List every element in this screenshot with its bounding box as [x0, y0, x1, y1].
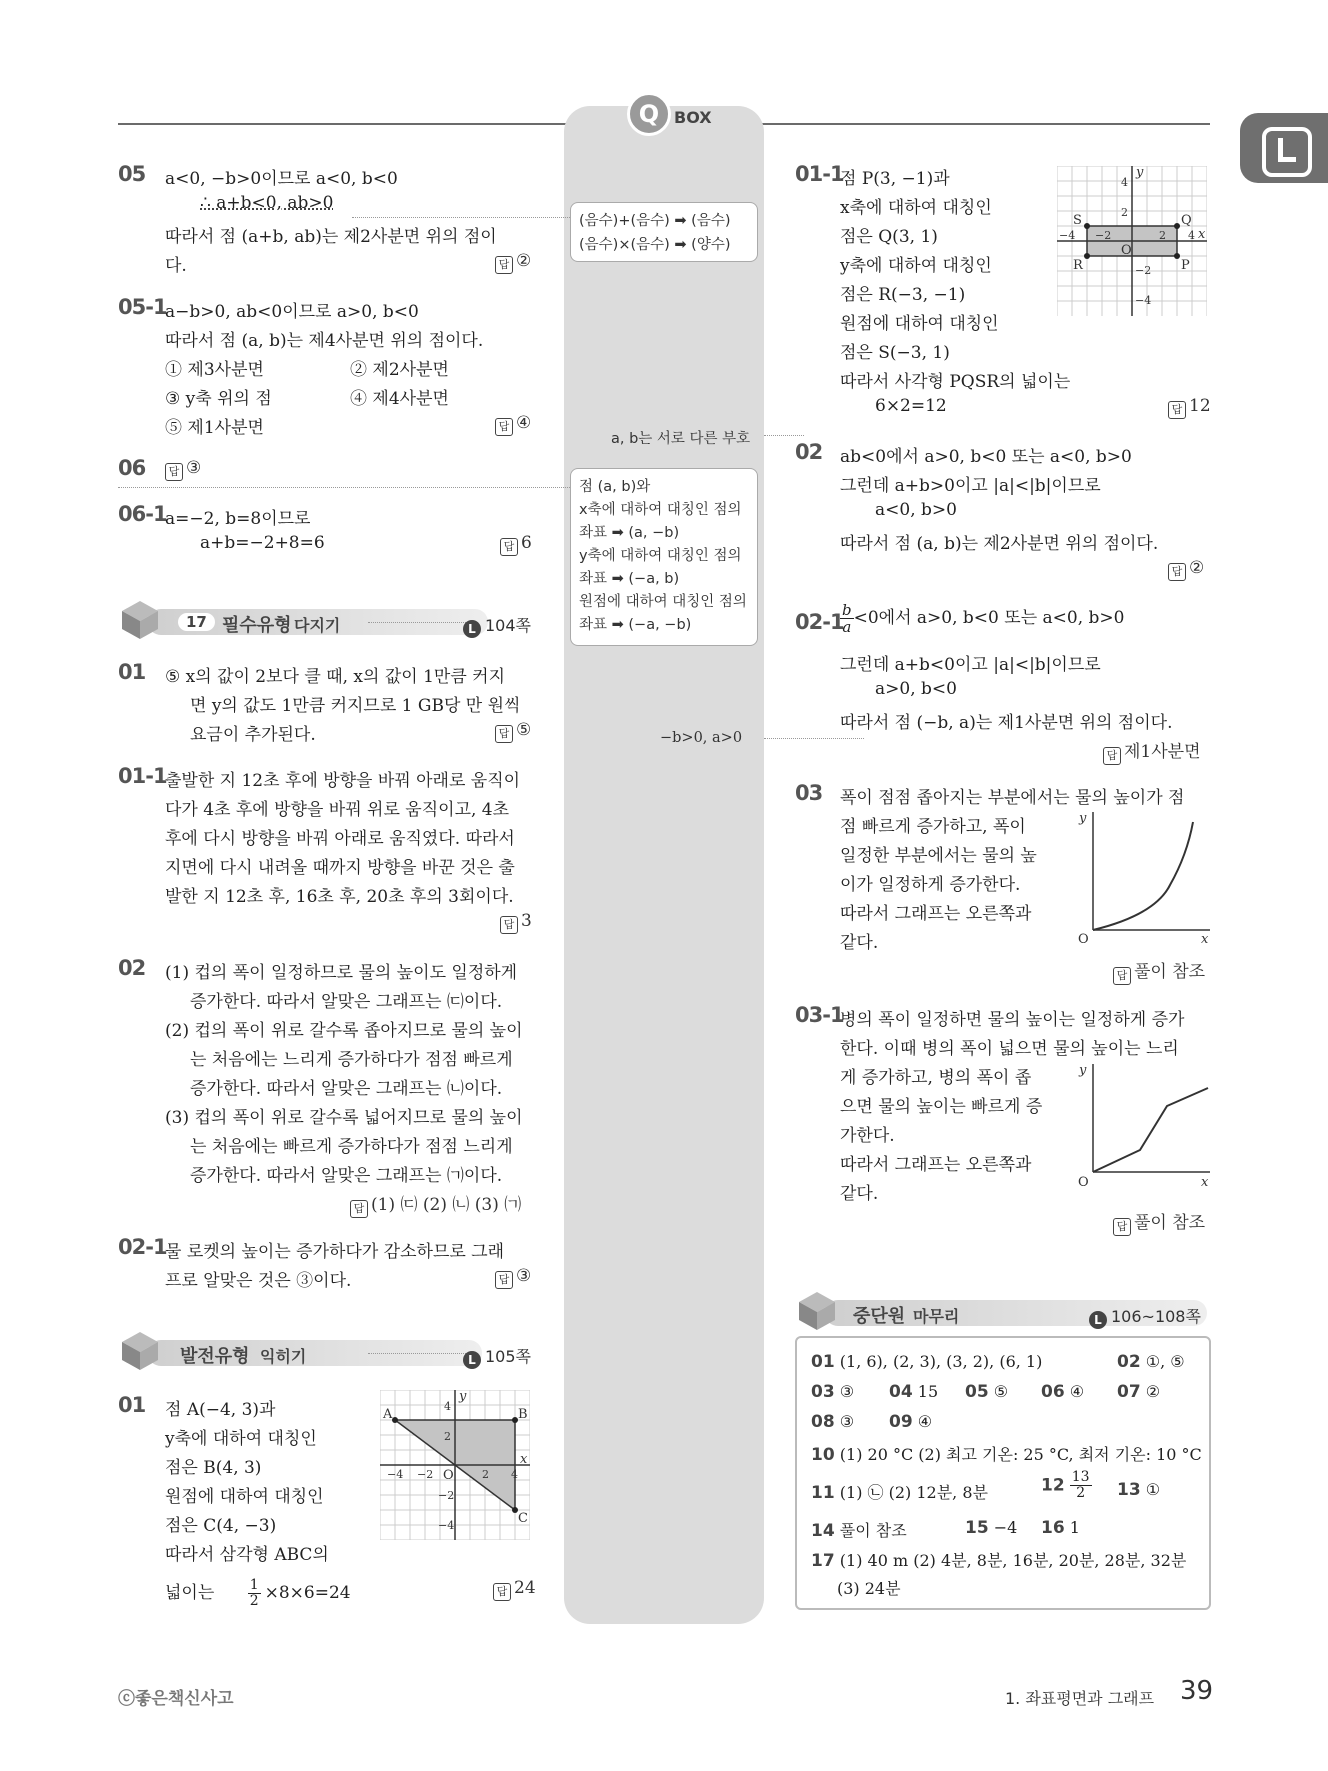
water-height-graph — [1075, 810, 1215, 945]
tick-label: −2 — [1135, 264, 1152, 277]
q-box-note: −b>0, a>0 — [660, 730, 743, 746]
q-box-note: a, b는 서로 다른 부호 — [611, 431, 751, 447]
solution-line: (2) 컵의 폭이 위로 갈수록 좁아지므로 물의 높이 — [165, 1021, 523, 1041]
tick-label: −4 — [1059, 229, 1076, 242]
solution-line: 점은 S(−3, 1) — [840, 343, 950, 363]
answer: 답 12 — [1168, 396, 1211, 419]
summary-item: 08 ③ — [811, 1412, 855, 1432]
problem-number: 03 — [795, 781, 823, 805]
solution-line: a=−2, b=8이므로 — [165, 509, 311, 529]
answer: 답 ② — [495, 251, 531, 274]
summary-item: 04 15 — [889, 1382, 939, 1402]
note-line: 좌표 ➡ (−a, −b) — [579, 617, 692, 633]
point-label-b: B — [518, 1407, 528, 1422]
summary-item: 13 ① — [1117, 1480, 1161, 1500]
coordinate-graph-abc — [380, 1390, 530, 1540]
problem-number: 05-1 — [118, 295, 167, 319]
summary-item: 16 1 — [1041, 1518, 1080, 1538]
connector-line — [368, 622, 478, 623]
note-line: x축에 대하여 대칭인 점의 — [579, 502, 742, 518]
note-line: 좌표 ➡ (−a, b) — [579, 571, 680, 587]
solution-line: 점 P(3, −1)과 — [840, 169, 950, 189]
option: ② 제2사분면 — [350, 360, 449, 380]
q-box-label: BOX — [674, 108, 712, 127]
solution-line: 따라서 점 (a, b)는 제4사분면 위의 점이다. — [165, 331, 484, 351]
solution-line: 같다. — [840, 1184, 879, 1204]
note-line: (음수)×(음수) ➡ (양수) — [579, 237, 731, 253]
tick-label: 4 — [444, 1400, 451, 1413]
axis-label-x: x — [520, 1452, 528, 1467]
solution-line: 넓이는 $\frac{1}{2}$ ×8×6=24 — [165, 1577, 351, 1609]
fraction-numerator: 13 — [1071, 1469, 1090, 1485]
solution-line: 점은 Q(3, 1) — [840, 227, 938, 247]
answer: 답 ③ — [165, 458, 201, 481]
answer-icon: 답 — [500, 538, 518, 556]
problem-number: 03-1 — [795, 1003, 844, 1027]
point-label-q: Q — [1181, 213, 1192, 228]
solution-line: 그런데 a+b>0이고 |a|<|b|이므로 — [840, 476, 1101, 496]
solution-line: 으면 물의 높이는 빠르게 증 — [840, 1097, 1043, 1117]
note-line: y축에 대하여 대칭인 점의 — [579, 548, 742, 564]
solution-line: 원점에 대하여 대칭인 — [840, 314, 999, 334]
option: ① 제3사분면 — [165, 360, 264, 380]
q-box-note — [570, 202, 758, 262]
solution-line: a<0, b>0 — [875, 500, 957, 520]
answer: 답 풀이 참조 — [1113, 1208, 1205, 1236]
solution-line: 따라서 그래프는 오른쪽과 — [840, 1155, 1032, 1175]
connector-line — [764, 738, 864, 739]
solution-line: 게 증가하고, 병의 폭이 좁 — [840, 1068, 1032, 1088]
note-line: (음수)+(음수) ➡ (음수) — [579, 213, 731, 229]
solution-line: 같다. — [840, 933, 879, 953]
solution-line: 한다. 이때 병의 폭이 넓으면 물의 높이는 느리 — [840, 1039, 1179, 1059]
solution-line: a<0, −b>0이므로 a<0, b<0 — [165, 169, 398, 189]
summary-item: 01 (1, 6), (2, 3), (3, 2), (6, 1) — [811, 1352, 1043, 1372]
origin-label: O — [1078, 1175, 1089, 1190]
cube-icon — [118, 597, 162, 641]
tick-label: 4 — [1121, 176, 1128, 189]
header-rule-right — [760, 123, 1210, 125]
problem-number: 01 — [118, 660, 146, 684]
axis-label-x: x — [1201, 1175, 1209, 1190]
point-label-s: S — [1073, 213, 1082, 228]
page-ref: L 104쪽 — [463, 613, 531, 638]
problem-number: 02 — [118, 956, 146, 980]
connector-line — [368, 1353, 478, 1354]
solution-line: $\frac{b}{a}$ <0에서 a>0, b<0 또는 a<0, b>0 — [842, 601, 1125, 636]
answer-icon: 답 — [1103, 747, 1121, 765]
l-icon: L — [1089, 1311, 1107, 1329]
fraction-numerator: b — [842, 601, 852, 619]
tick-label: −2 — [417, 1468, 434, 1481]
connector-line — [764, 435, 804, 436]
tick-label: 4 — [511, 1468, 518, 1481]
answer: 답 6 — [500, 533, 532, 556]
tick-label: 2 — [1159, 229, 1166, 242]
solution-line: 점은 B(4, 3) — [165, 1458, 262, 1478]
problem-number: 06 — [118, 456, 146, 480]
answer: 답 ④ — [495, 413, 531, 436]
l-icon: L — [463, 1351, 481, 1369]
section-banner — [118, 605, 538, 639]
answer-icon: 답 — [165, 463, 183, 481]
summary-item: 15 −4 — [965, 1518, 1018, 1538]
banner-title: 필수유형 — [222, 615, 292, 636]
answer-icon: 답 — [1168, 563, 1186, 581]
solution-line: 따라서 삼각형 ABC의 — [165, 1545, 329, 1565]
axis-label-y: y — [1136, 166, 1144, 180]
solution-line: 는 처음에는 빠르게 증가하다가 점점 느리게 — [190, 1137, 513, 1157]
solution-line: (1) 컵의 폭이 일정하므로 물의 높이도 일정하게 — [165, 963, 518, 983]
solution-line: 요금이 추가된다. — [190, 725, 316, 745]
answer-icon: 답 — [495, 1271, 513, 1289]
axis-label-y: y — [1079, 811, 1087, 826]
banner-subtitle: 다지기 — [294, 616, 341, 635]
solution-line: 따라서 점 (a+b, ab)는 제2사분면 위의 점이 — [165, 227, 497, 247]
summary-item: 17 (1) 40 m (2) 4분, 8분, 16분, 20분, 28분, 32분 — [811, 1551, 1187, 1571]
answer-icon: 답 — [495, 418, 513, 436]
solution-line: (3) 컵의 폭이 위로 갈수록 넓어지므로 물의 높이 — [165, 1108, 523, 1128]
option: ⑤ 제1사분면 — [165, 418, 264, 438]
tick-label: −4 — [1135, 294, 1152, 307]
summary-item: 11 (1) ㉡ (2) 12분, 8분 — [811, 1483, 988, 1503]
note-line: 점 (a, b)와 — [579, 479, 651, 495]
tick-label: 2 — [444, 1430, 451, 1443]
problem-number: 01-1 — [795, 162, 844, 186]
option: ④ 제4사분면 — [350, 389, 449, 409]
solution-line: 발한 지 12초 후, 16초 후, 20초 후의 3회이다. — [165, 887, 514, 907]
solution-line: 그런데 a+b<0이고 |a|<|b|이므로 — [840, 655, 1101, 675]
origin-label: O — [1078, 932, 1089, 945]
solution-line: y축에 대하여 대칭인 — [840, 256, 992, 276]
page-ref: L 106~108쪽 — [1089, 1304, 1201, 1329]
solution-line: x축에 대하여 대칭인 — [840, 198, 992, 218]
fraction-denominator: 2 — [249, 1593, 259, 1609]
summary-item: (3) 24분 — [837, 1579, 901, 1598]
solution-line: 따라서 점 (−b, a)는 제1사분면 위의 점이다. — [840, 713, 1173, 733]
banner-subtitle: 마무리 — [913, 1307, 960, 1326]
page-ref: L 105쪽 — [463, 1344, 531, 1369]
problem-number: 02-1 — [118, 1235, 167, 1259]
solution-line: 지면에 다시 내려올 때까지 방향을 바꾼 것은 출 — [165, 858, 515, 878]
solution-line: 물 로켓의 높이는 증가하다가 감소하므로 그래 — [165, 1242, 505, 1262]
water-height-graph — [1075, 1062, 1215, 1197]
solution-line: 후에 다시 방향을 바꿔 아래로 움직였다. 따라서 — [165, 829, 515, 849]
publisher-logo: ⓒ좋은책신사고 — [118, 1689, 234, 1709]
answer-icon: 답 — [493, 1583, 511, 1601]
section-banner — [118, 1336, 538, 1370]
cube-icon — [795, 1288, 839, 1332]
q-box-note — [570, 468, 758, 646]
answer: 답 ⑤ — [495, 720, 531, 743]
summary-item: 07 ② — [1117, 1382, 1161, 1402]
solution-line: 이가 일정하게 증가한다. — [840, 875, 1021, 895]
solution-line: 따라서 그래프는 오른쪽과 — [840, 904, 1032, 924]
solution-line: 증가한다. 따라서 알맞은 그래프는 ㈀이다. — [190, 1166, 503, 1186]
answer-icon: 답 — [1113, 1218, 1131, 1236]
solution-line: 6×2=12 — [875, 396, 947, 416]
problem-number: 06-1 — [118, 502, 167, 526]
answer-summary-box — [795, 1336, 1211, 1610]
answer-icon: 답 — [1168, 401, 1186, 419]
problem-number: 02-1 — [795, 610, 844, 634]
section-banner — [795, 1296, 1207, 1330]
point-label-p: P — [1181, 258, 1190, 273]
problem-number: 02 — [795, 440, 823, 464]
summary-item: 14 풀이 참조 — [811, 1521, 907, 1541]
solution-line: 가한다. — [840, 1126, 895, 1146]
answer-icon: 답 — [1113, 967, 1131, 985]
solution-line: a+b=−2+8=6 — [200, 533, 325, 553]
answer: 답 (1) ㈂ (2) ㈁ (3) ㈀ — [350, 1190, 521, 1218]
page-number: 39 — [1180, 1676, 1214, 1706]
solution-line: 프로 알맞은 것은 ③이다. — [165, 1271, 352, 1291]
solution-line: 다가 4초 후에 방향을 바꿔 위로 움직이고, 4초 — [165, 800, 510, 820]
cube-icon — [118, 1328, 162, 1372]
answer-icon: 답 — [350, 1200, 368, 1218]
summary-item: 12 $\frac{13}{2}$ — [1041, 1469, 1090, 1501]
chapter-title: 1. 좌표평면과 그래프 — [1005, 1689, 1155, 1708]
solution-line: 점 빠르게 증가하고, 폭이 — [840, 817, 1026, 837]
answer: 답 제1사분면 — [1103, 737, 1201, 765]
summary-item: 05 ⑤ — [965, 1382, 1009, 1402]
summary-item: 10 (1) 20 °C (2) 최고 기온: 25 °C, 최저 기온: 10 °C — [811, 1445, 1202, 1465]
answer-icon: 답 — [500, 916, 518, 934]
fraction-denominator: 2 — [1076, 1485, 1086, 1501]
banner-title: 발전유형 — [180, 1346, 250, 1367]
origin-label: O — [443, 1468, 454, 1483]
solution-line: ⑤ x의 값이 2보다 클 때, x의 값이 1만큼 커지 — [165, 667, 505, 687]
l-icon: L — [463, 620, 481, 638]
problem-number: 01 — [118, 1393, 146, 1417]
summary-item: 06 ④ — [1041, 1382, 1085, 1402]
connector-line — [118, 487, 570, 488]
axis-label-y: y — [1079, 1063, 1087, 1078]
tick-label: −4 — [387, 1468, 404, 1481]
tick-label: 2 — [1121, 206, 1128, 219]
origin-label: O — [1121, 243, 1132, 258]
solution-line: 병의 폭이 일정하면 물의 높이는 일정하게 증가 — [840, 1010, 1185, 1030]
axis-label-y: y — [459, 1390, 467, 1404]
solution-line: y축에 대하여 대칭인 — [165, 1429, 317, 1449]
solution-line: 점 A(−4, 3)과 — [165, 1400, 276, 1420]
problem-number: 01-1 — [118, 764, 167, 788]
answer: 답 ② — [1168, 558, 1204, 581]
q-box-logo: Q — [627, 92, 671, 136]
banner-number: 17 — [178, 613, 215, 631]
summary-item: 02 ①, ⑤ — [1117, 1352, 1185, 1372]
banner-subtitle: 익히기 — [260, 1347, 307, 1366]
solution-line: 폭이 점점 좁아지는 부분에서는 물의 높이가 점 — [840, 788, 1185, 808]
solution-line: 다. — [165, 256, 187, 276]
solution-line: 는 처음에는 느리게 증가하다가 점점 빠르게 — [190, 1050, 513, 1070]
summary-item: 03 ③ — [811, 1382, 855, 1402]
summary-item: 09 ④ — [889, 1412, 933, 1432]
tick-label: 2 — [482, 1468, 489, 1481]
point-label-c: C — [518, 1511, 528, 1526]
note-line: 원점에 대하여 대칭인 점의 — [579, 594, 747, 610]
tick-label: 4 — [1188, 229, 1195, 242]
header-rule-left — [118, 123, 568, 125]
solution-line: 일정한 부분에서는 물의 높 — [840, 846, 1037, 866]
answer: 답 ③ — [495, 1266, 531, 1289]
fraction-denominator: a — [842, 618, 852, 636]
solution-line: ab<0에서 a>0, b<0 또는 a<0, b>0 — [840, 447, 1132, 467]
solution-line: a−b>0, ab<0이므로 a>0, b<0 — [165, 302, 419, 322]
axis-label-x: x — [1201, 932, 1209, 945]
solution-line: 증가한다. 따라서 알맞은 그래프는 ㈂이다. — [190, 992, 503, 1012]
axis-label-x: x — [1198, 227, 1206, 242]
answer-icon: 답 — [495, 256, 513, 274]
solution-line: ∴ a+b<0, ab>0 — [200, 193, 334, 213]
connector-line — [352, 217, 572, 218]
l-letter-icon — [1262, 127, 1312, 177]
q-box-column — [564, 106, 764, 1624]
fraction-numerator: 1 — [249, 1577, 259, 1593]
answer: 답 풀이 참조 — [1113, 957, 1205, 985]
point-label-a: A — [383, 1407, 393, 1422]
point-label-r: R — [1073, 258, 1083, 273]
answer-icon: 답 — [495, 725, 513, 743]
solution-line: 원점에 대하여 대칭인 — [165, 1487, 324, 1507]
solution-line: a>0, b<0 — [875, 679, 957, 699]
tick-label: −2 — [1095, 229, 1112, 242]
problem-number: 05 — [118, 162, 146, 186]
solution-line: 증가한다. 따라서 알맞은 그래프는 ㈁이다. — [190, 1079, 503, 1099]
solution-line: 점은 R(−3, −1) — [840, 285, 966, 305]
solution-line: 따라서 점 (a, b)는 제2사분면 위의 점이다. — [840, 534, 1159, 554]
answer: 답 24 — [493, 1578, 536, 1601]
solution-line: 출발한 지 12초 후에 방향을 바꿔 아래로 움직이 — [165, 771, 521, 791]
coordinate-graph-pqsr — [1057, 166, 1207, 316]
solution-line: 점은 C(4, −3) — [165, 1516, 277, 1536]
tick-label: −2 — [438, 1489, 455, 1502]
solution-line: 따라서 사각형 PQSR의 넓이는 — [840, 372, 1071, 392]
note-line: 좌표 ➡ (a, −b) — [579, 525, 680, 541]
banner-title: 중단원 — [853, 1306, 906, 1327]
solution-line: 면 y의 값도 1만큼 커지므로 1 GB당 만 원씩 — [190, 696, 521, 716]
chapter-tab — [1240, 113, 1328, 183]
answer: 답 3 — [500, 911, 532, 934]
option: ③ y축 위의 점 — [165, 389, 272, 409]
tick-label: −4 — [438, 1519, 455, 1532]
